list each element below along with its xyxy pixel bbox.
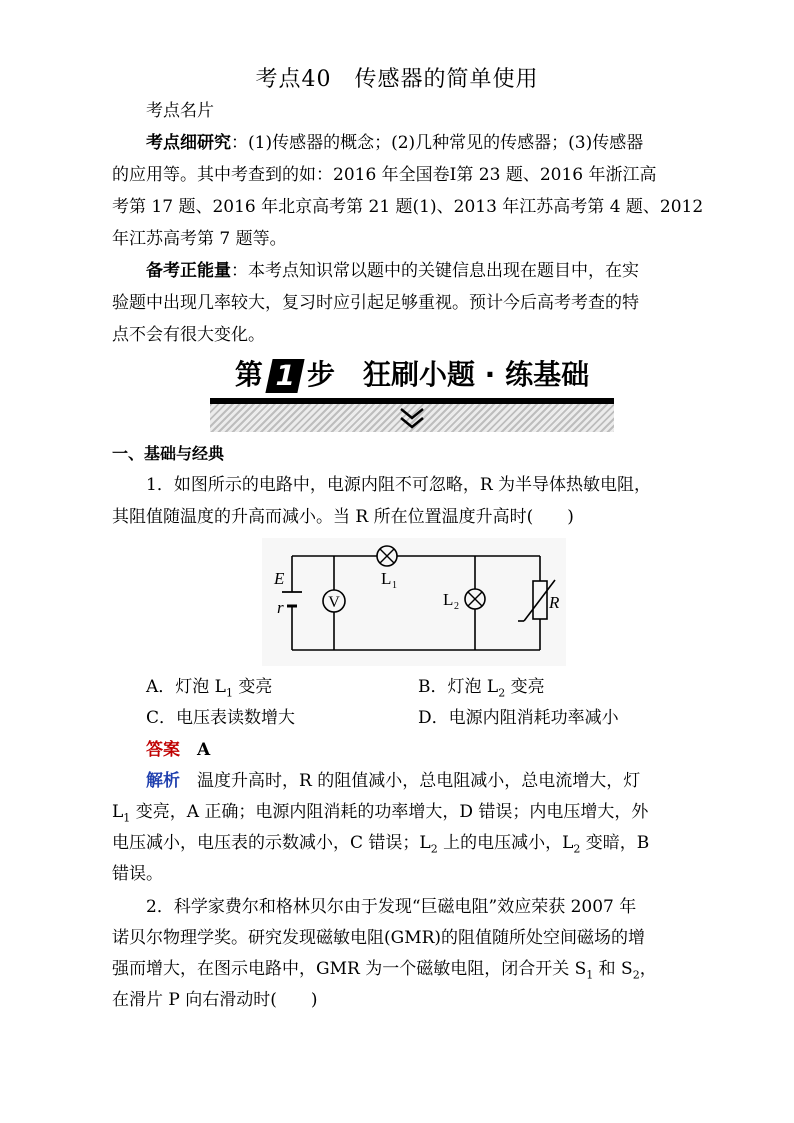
banner-suffix: 步 狂刷小题 · 练基础: [306, 358, 590, 391]
label-l2: L: [443, 590, 454, 609]
answer-value: A: [197, 740, 211, 760]
label-emf: E: [274, 569, 285, 588]
q1-line-2: 其阻值随温度的升高而减小。当 R 所在位置温度升高时( ): [112, 507, 574, 527]
research-label: 考点细研究: [146, 133, 231, 153]
section-heading: 一、基础与经典: [112, 444, 225, 463]
prep-label: 备考正能量: [146, 261, 231, 281]
option-d: D．电源内阻消耗功率减小: [418, 708, 619, 728]
analysis-line-4: 错误。: [112, 864, 163, 884]
step-banner: [210, 352, 614, 432]
prep-line-2: 验题中出现几率较大，复习时应引起足够重视。预计今后高考考查的特: [112, 293, 639, 313]
research-line-4: 年江苏高考第 7 题等。: [112, 229, 287, 249]
option-c: C．电压表读数增大: [146, 708, 296, 728]
lamp-l2-icon: [465, 589, 485, 609]
q1-circuit-diagram: [262, 538, 566, 666]
lamp-l1-icon: [377, 546, 397, 566]
label-l2-sub: 2: [454, 601, 459, 612]
answer-label: 答案: [146, 740, 180, 760]
card-heading: 考点名片: [146, 101, 214, 121]
double-chevron-down-icon: [398, 405, 426, 431]
label-l1-sub: 1: [392, 580, 397, 591]
analysis-label: 解析: [146, 771, 180, 791]
q2-line-1: 2．科学家费尔和格林贝尔由于发现“巨磁电阻”效应荣获 2007 年: [146, 897, 637, 917]
page-title: 考点40 传感器的简单使用: [255, 67, 539, 92]
analysis-line-1: 解析 温度升高时，R 的阻值减小，总电阻减小，总电流增大，灯: [146, 771, 641, 791]
label-l1: L: [381, 569, 392, 588]
banner-number: 1: [265, 359, 304, 393]
research-line-1: [146, 128, 643, 159]
analysis-line-3: 电压减小，电压表的示数减小，C 错误；$L_2$ 上的电压减小，$L_2$ 变暗，B: [112, 833, 650, 856]
option-a: A．灯泡 $L_1$ 变亮: [146, 677, 273, 700]
label-thermistor: R: [549, 593, 560, 612]
banner-prefix: 第: [234, 358, 263, 391]
voltmeter-label: V: [328, 594, 340, 611]
label-internal-r: r: [277, 598, 284, 617]
banner-text: [210, 352, 614, 398]
research-line-3: 考第 17 题、2016 年北京高考第 21 题(1)、2013 年江苏高考第 4 题、2012: [112, 197, 704, 217]
option-b: B．灯泡 $L_2$ 变亮: [418, 677, 545, 700]
prep-line-1: [146, 256, 639, 287]
research-text-1: ：(1)传感器的概念；(2)几种常见的传感器；(3)传感器: [231, 133, 644, 153]
q2-line-4: 在滑片 P 向右滑动时( ): [112, 990, 318, 1010]
prep-text-1: ：本考点知识常以题中的关键信息出现在题目中，在实: [231, 261, 639, 281]
research-line-2: 的应用等。其中考查到的如：2016 年全国卷Ⅰ第 23 题、2016 年浙江高: [112, 165, 657, 185]
answer-line: [146, 735, 210, 766]
prep-line-3: 点不会有很大变化。: [112, 325, 265, 345]
q2-line-2: 诺贝尔物理学奖。研究发现磁敏电阻(GMR)的阻值随所处空间磁场的增: [112, 928, 646, 948]
q2-line-3: 强而增大，在图示电路中，GMR 为一个磁敏电阻，闭合开关 $S_1$ 和 $S_2$，: [112, 959, 657, 982]
analysis-line-2: $L_1$ 变亮，A 正确；电源内阻消耗的功率增大，D 错误；内电压增大，外: [112, 802, 649, 825]
q1-line-1: 1．如图所示的电路中，电源内阻不可忽略，R 为半导体热敏电阻，: [146, 475, 652, 495]
